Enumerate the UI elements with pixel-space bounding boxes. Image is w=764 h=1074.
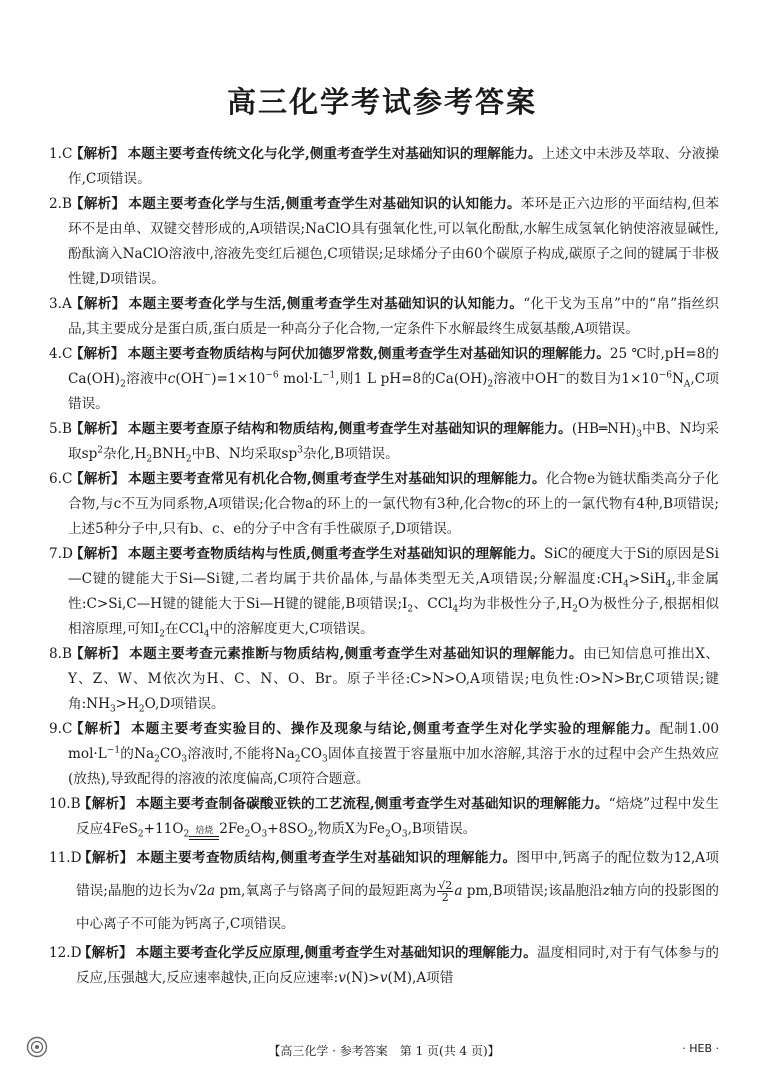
analysis-tag: 【解析】: [70, 146, 125, 162]
analysis-tag: 【解析】: [78, 945, 133, 961]
answer-item: [49, 642, 719, 717]
answer-list: [49, 142, 719, 991]
explanation-text: $(HB═NH)_3$中B、N均采取$sp^2$杂化$,H_2BNH_2$中B、N均采取$sp^3$杂化,B项错误。: [68, 421, 719, 465]
knowledge-point: 本题主要考查物质结构与性质,侧重考查学生对基础知识的理解能力。: [127, 546, 544, 562]
explanation-text: SiC的硬度大于Si的原因是Si—C键的键能大于Si—Si键,二者均属于共价晶体,与晶体类型无关,A项错误;分解温度$:CH_4>SiH_4$,非金属性:C>Si,C—H键的键能大于Si—H键的键能,B项错误$;I_2$、CCl$_4$均为非极性分子$,H_2O$为极性分子,根据相似相溶原理,可知$I_2$在CCl$_4$中的溶解度更大,C项错误。: [68, 546, 720, 640]
answer-item: [49, 467, 719, 542]
item-number: 5.B: [49, 421, 72, 437]
item-number: 12.D: [49, 945, 82, 961]
analysis-tag: 【解析】: [70, 421, 125, 437]
knowledge-point: 本题主要考查元素推断与物质结构,侧重考查学生对基础知识的理解能力。: [129, 646, 584, 662]
knowledge-point: 本题主要考查化学与生活,侧重考查学生对基础知识的认知能力。: [128, 196, 521, 212]
explanation-text: 温度相同时,对于有气体参与的反应,压强越大,反应速率越快,正向反应速率:v(N)>v(M),A项错: [76, 945, 719, 986]
knowledge-point: 本题主要考查物质结构与阿伏加德罗常数,侧重考查学生对基础知识的理解能力。: [127, 346, 610, 362]
knowledge-point: 本题主要考查常见有机化合物,侧重考查学生对基础知识的理解能力。: [128, 471, 546, 487]
item-number: 1.C: [49, 146, 73, 162]
item-number: 7.D: [49, 546, 73, 562]
analysis-tag: 【解析】: [70, 196, 126, 212]
item-number: 6.C: [49, 471, 73, 487]
explanation-text: 苯环是正六边形的平面结构,但苯环不是由单、双键交替形成的,A项错误;NaClO具有强氧化性,可以氧化酚酞,水解生成氢氧化钠使溶液显碱性,酚酞滴入NaClO溶液中,溶液先变红后褪色,C项错误;足球烯分子由60个碳原子构成,碳原子之间的键属于非极性键,D项错误。: [68, 196, 720, 287]
publisher-logo-icon: [26, 1036, 48, 1058]
answer-item: [49, 792, 719, 842]
footer-code: · HEB ·: [682, 1042, 719, 1055]
analysis-tag: 【解析】: [70, 471, 126, 487]
item-number: 11.D: [49, 850, 82, 866]
answer-item: [49, 417, 719, 467]
explanation-text: 化合物e为链状酯类高分子化合物,与c不互为同系物,A项错误;化合物a的环上的一氯代物有3种,化合物c的环上的一氯代物有4种,B项错误;上述5种分子中,只有b、c、e的分子中含有手性碳原子,D项错误。: [68, 471, 720, 537]
analysis-tag: 【解析】: [70, 296, 126, 312]
document-title: 高三化学考试参考答案: [226, 85, 537, 119]
item-number: 3.A: [49, 296, 72, 312]
explanation-text: “焙烧”过程中发生反应$4FeS_2+11O_2$ 焙烧 $2Fe_2O_3+8SO_2$,物质X为$Fe_2O_3,B$项错误。: [76, 796, 719, 840]
knowledge-point: 本题主要考查物质结构,侧重考查学生对基础知识的理解能力。: [136, 850, 517, 866]
explanation-text: 25 ℃时,pH=8的$Ca(OH)_2$溶液中$c(OH^-)=1\times 10^{-6}$ $mol\cdot L^{-1}$,则1 L pH=8的$Ca(OH)_2$溶液中OH−的数目为$1\times 10^{-6}N_A,C$项错误。: [68, 346, 720, 412]
analysis-tag: 【解析】: [70, 346, 125, 362]
knowledge-point: 本题主要考查化学与生活,侧重考查学生对基础知识的认知能力。: [128, 296, 524, 312]
item-number: 2.B: [49, 196, 72, 212]
knowledge-point: 本题主要考查化学反应原理,侧重考查学生对基础知识的理解能力。: [135, 945, 537, 961]
analysis-tag: 【解析】: [70, 721, 129, 737]
explanation-text: 上述文中未涉及萃取、分液操作,C项错误。: [68, 146, 720, 187]
page-footer: [49, 1040, 719, 1060]
analysis-tag: 【解析】: [70, 646, 127, 662]
analysis-tag: 【解析】: [78, 850, 134, 866]
knowledge-point: 本题主要考查传统文化与化学,侧重考查学生对基础知识的理解能力。: [127, 146, 542, 162]
explanation-text: 由已知信息可推出X、Y、Z、W、M依次为H、C、N、O、Br。原子半径:C>N>O,A项错误;电负性:O>N>Br,C项错误;键角$:NH_3>H_2O,D$项错误。: [68, 646, 720, 715]
footer-page-info: 【高三化学 · 参考答案 第 1 页(共 4 页)】: [268, 1044, 500, 1058]
answer-item: [49, 717, 719, 792]
answer-item: [49, 842, 719, 941]
answer-item: [49, 192, 719, 292]
answer-item: [49, 292, 719, 342]
item-number: 4.C: [49, 346, 73, 362]
analysis-tag: 【解析】: [78, 796, 134, 812]
explanation-text: 图甲中,钙离子的配位数为12,A项错误;晶胞的边长为√2a pm,氧离子与铬离子间的最短距离为 $\frac{√2}{2}$ a pm,B项错误;该晶胞沿z轴方向的投影图的中心离子不可能为钙离子,C项错误。: [76, 850, 720, 932]
explanation-text: 配制1.00 $mol\cdot L^{-1}$的$Na_2CO_3$溶液时,不能将$Na_2CO_3$固体直接置于容量瓶中加水溶解,其溶于水的过程中会产生热效应(放热),导致配得的溶液的浓度偏高,C项符合题意。: [68, 721, 720, 787]
answer-item: [49, 542, 719, 642]
knowledge-point: 本题主要考查实验目的、操作及现象与结论,侧重考查学生对化学实验的理解能力。: [131, 721, 660, 737]
knowledge-point: 本题主要考查制备碳酸亚铁的工艺流程,侧重考查学生对基础知识的理解能力。: [136, 796, 609, 812]
item-number: 10.B: [49, 796, 81, 812]
answer-item: [49, 142, 719, 192]
answer-item: [49, 941, 719, 991]
item-number: 9.C: [49, 721, 73, 737]
analysis-tag: 【解析】: [70, 546, 125, 562]
answer-item: [49, 342, 719, 417]
fraction: $\frac{√2}{2}$: [438, 879, 453, 904]
explanation-text: “化干戈为玉帛”中的“帛”指丝织品,其主要成分是蛋白质,蛋白质是一种高分子化合物,一定条件下水解最终生成氨基酸,A项错误。: [68, 296, 719, 337]
reaction-arrow: 焙烧: [189, 827, 219, 840]
item-number: 8.B: [49, 646, 72, 662]
knowledge-point: 本题主要考查原子结构和物质结构,侧重考查学生对基础知识的理解能力。: [127, 421, 572, 437]
